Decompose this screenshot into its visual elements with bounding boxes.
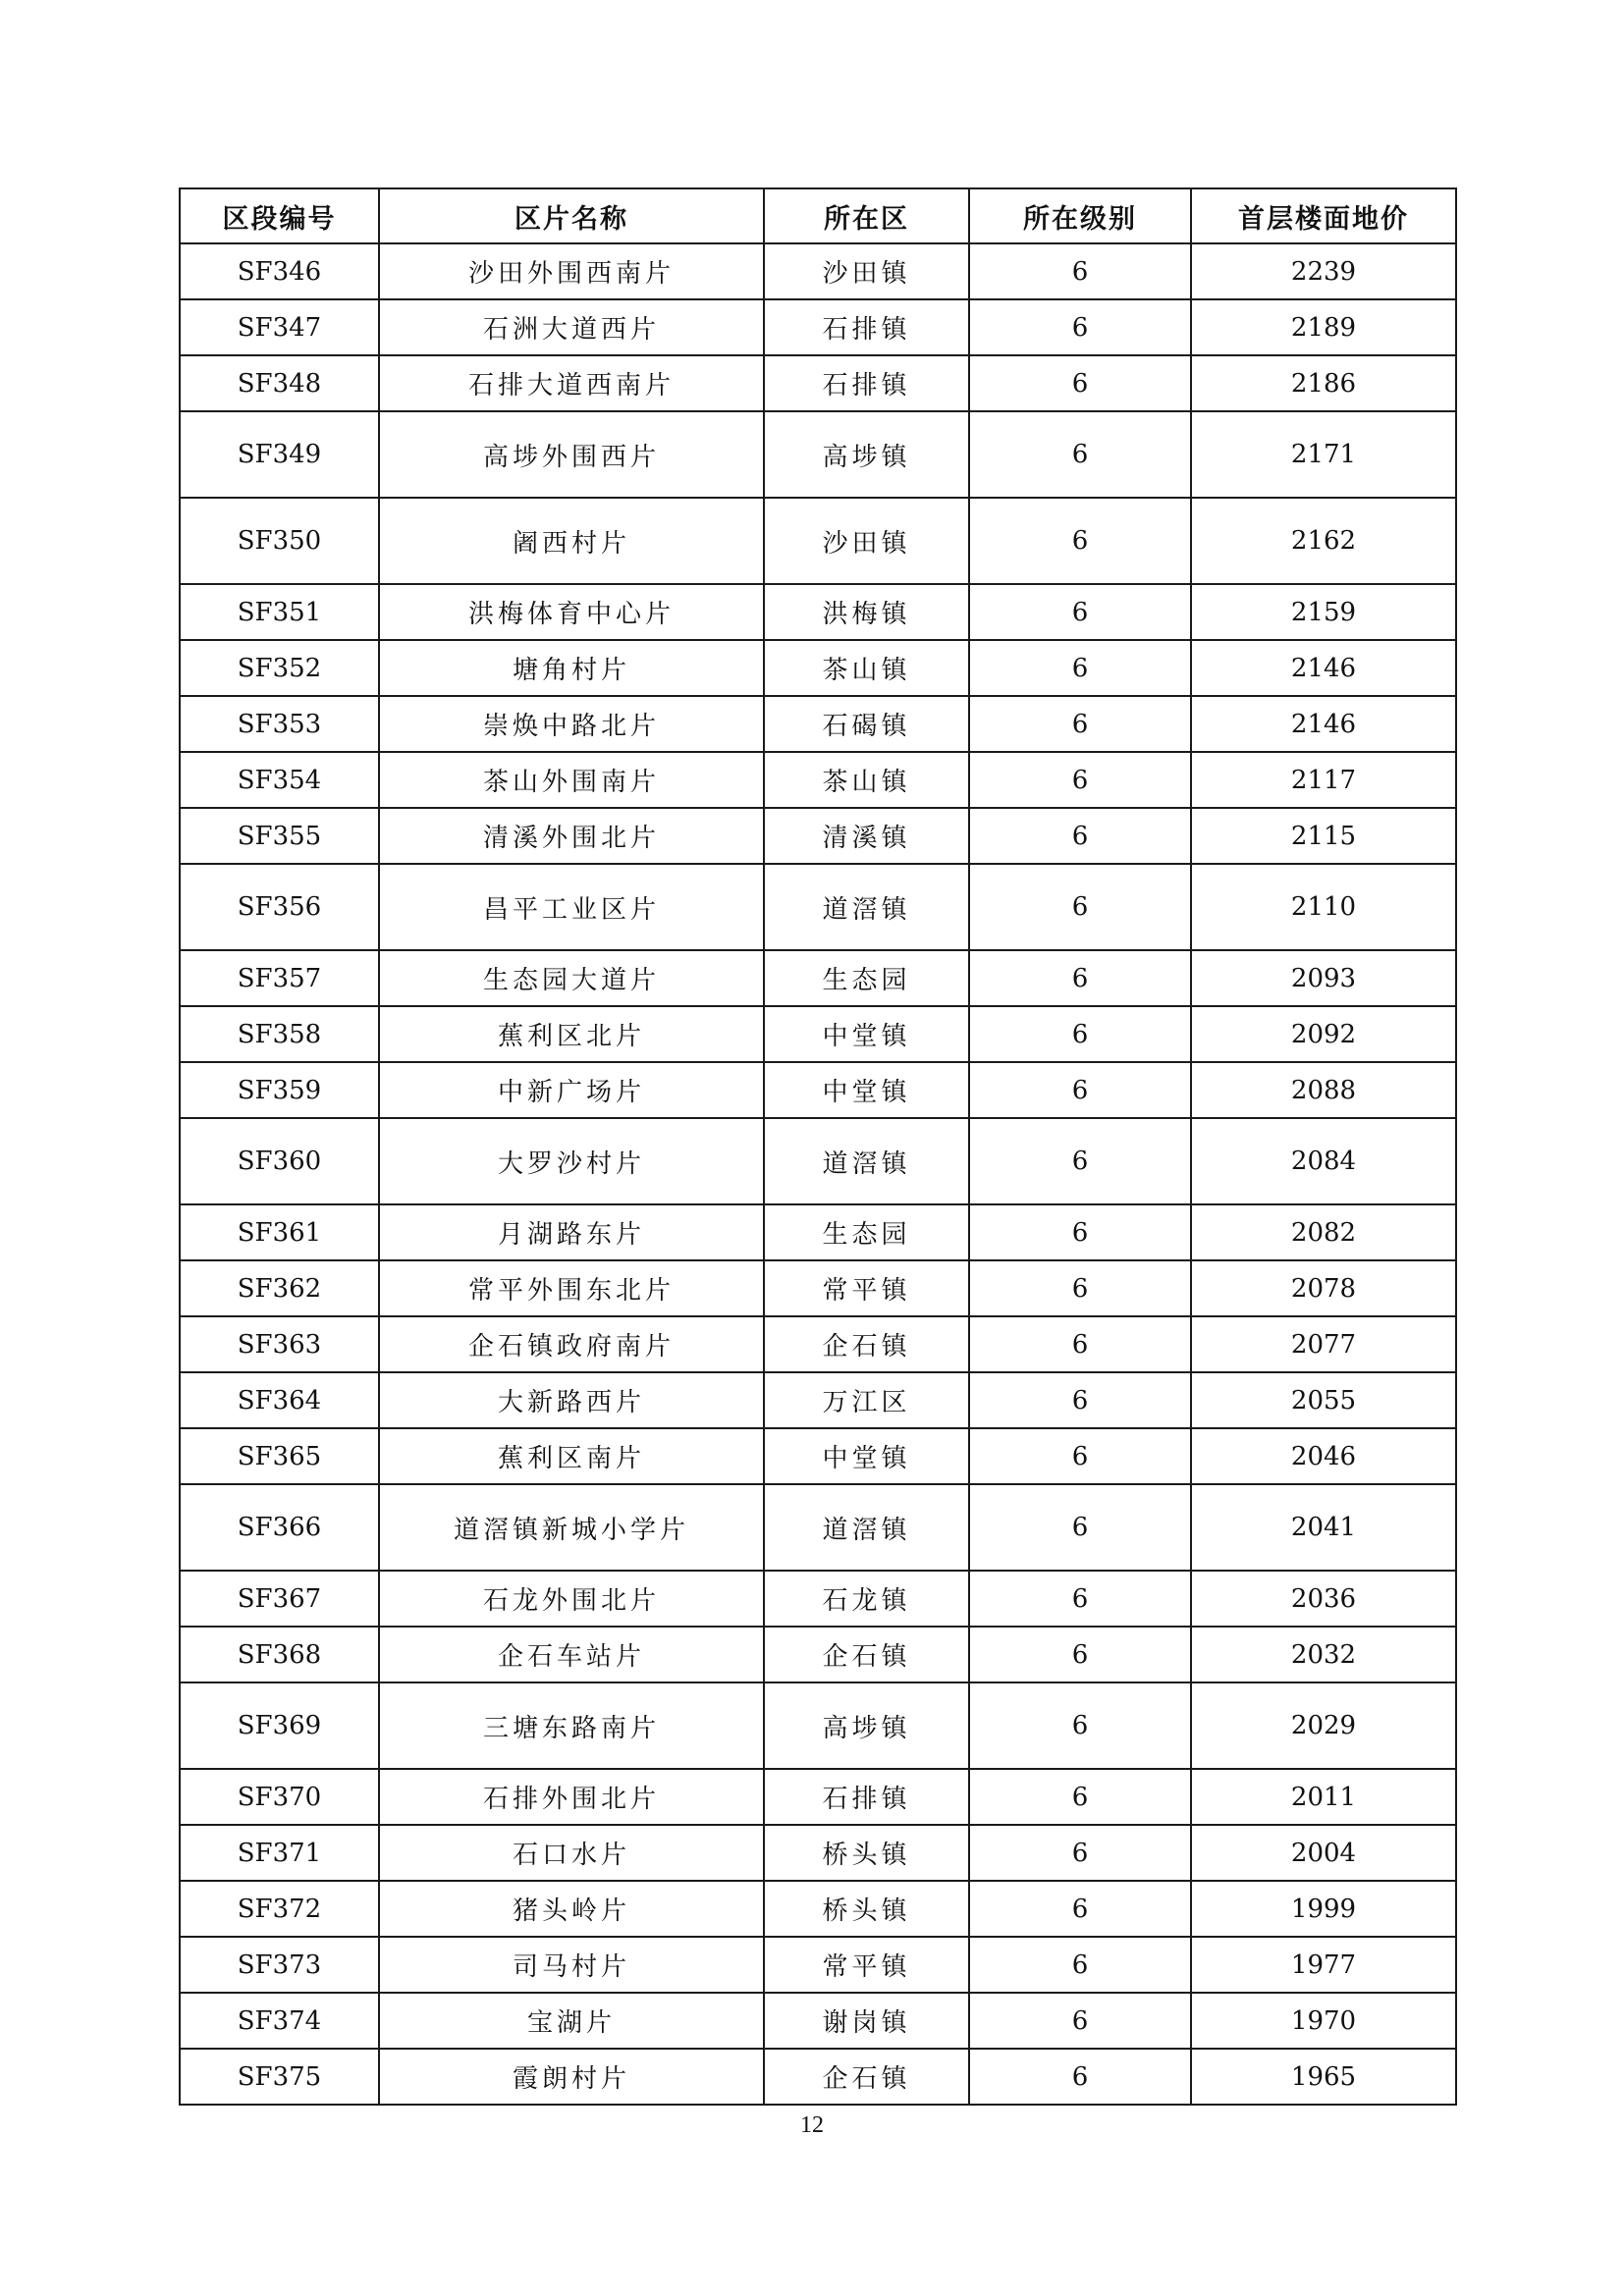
cell-level: 6 <box>969 1118 1191 1204</box>
table-row <box>180 1825 1456 1881</box>
cell-level: 6 <box>969 696 1191 752</box>
table-row <box>180 243 1456 299</box>
cell-district: 万江区 <box>764 1372 969 1428</box>
cell-price: 2032 <box>1191 1627 1456 1682</box>
cell-name: 月湖路东片 <box>379 1204 764 1260</box>
cell-name: 高埗外围西片 <box>379 411 764 498</box>
cell-level: 6 <box>969 1825 1191 1881</box>
cell-district: 茶山镇 <box>764 640 969 696</box>
table-row <box>180 1571 1456 1627</box>
cell-code: SF374 <box>180 1993 379 2049</box>
cell-level: 6 <box>969 1428 1191 1484</box>
table-row <box>180 752 1456 808</box>
cell-code: SF370 <box>180 1769 379 1825</box>
cell-price: 2041 <box>1191 1484 1456 1571</box>
cell-price: 2078 <box>1191 1260 1456 1316</box>
cell-code: SF362 <box>180 1260 379 1316</box>
cell-level: 6 <box>969 1062 1191 1118</box>
cell-code: SF360 <box>180 1118 379 1204</box>
table-row <box>180 1627 1456 1682</box>
table-row <box>180 1682 1456 1769</box>
table-row <box>180 1062 1456 1118</box>
cell-price: 1965 <box>1191 2049 1456 2105</box>
cell-name: 石排外围北片 <box>379 1769 764 1825</box>
cell-name: 霞朗村片 <box>379 2049 764 2105</box>
cell-code: SF359 <box>180 1062 379 1118</box>
table-row <box>180 1372 1456 1428</box>
cell-name: 三塘东路南片 <box>379 1682 764 1769</box>
cell-code: SF358 <box>180 1006 379 1062</box>
cell-district: 企石镇 <box>764 1627 969 1682</box>
table-row <box>180 1204 1456 1260</box>
land-price-table <box>179 187 1457 2106</box>
cell-code: SF349 <box>180 411 379 498</box>
cell-price: 2084 <box>1191 1118 1456 1204</box>
cell-code: SF371 <box>180 1825 379 1881</box>
table-row <box>180 1937 1456 1993</box>
cell-level: 6 <box>969 299 1191 355</box>
cell-code: SF364 <box>180 1372 379 1428</box>
cell-name: 石龙外围北片 <box>379 1571 764 1627</box>
cell-level: 6 <box>969 1316 1191 1372</box>
cell-level: 6 <box>969 243 1191 299</box>
cell-code: SF351 <box>180 584 379 640</box>
cell-name: 大新路西片 <box>379 1372 764 1428</box>
table-row <box>180 640 1456 696</box>
cell-price: 2162 <box>1191 498 1456 584</box>
table-row <box>180 1428 1456 1484</box>
table-header <box>180 188 1456 243</box>
cell-code: SF357 <box>180 950 379 1006</box>
cell-price: 2055 <box>1191 1372 1456 1428</box>
cell-price: 2077 <box>1191 1316 1456 1372</box>
cell-level: 6 <box>969 2049 1191 2105</box>
header-code: 区段编号 <box>180 188 379 243</box>
table-row <box>180 1006 1456 1062</box>
cell-code: SF346 <box>180 243 379 299</box>
cell-price: 2088 <box>1191 1062 1456 1118</box>
cell-name: 茶山外围南片 <box>379 752 764 808</box>
cell-name: 石口水片 <box>379 1825 764 1881</box>
cell-district: 道滘镇 <box>764 1118 969 1204</box>
cell-level: 6 <box>969 1372 1191 1428</box>
table-row <box>180 584 1456 640</box>
cell-district: 企石镇 <box>764 1316 969 1372</box>
cell-name: 清溪外围北片 <box>379 808 764 864</box>
table-row <box>180 355 1456 411</box>
cell-name: 中新广场片 <box>379 1062 764 1118</box>
cell-code: SF365 <box>180 1428 379 1484</box>
cell-name: 昌平工业区片 <box>379 864 764 950</box>
cell-level: 6 <box>969 808 1191 864</box>
cell-name: 沙田外围西南片 <box>379 243 764 299</box>
cell-district: 道滘镇 <box>764 864 969 950</box>
cell-code: SF354 <box>180 752 379 808</box>
cell-district: 高埗镇 <box>764 411 969 498</box>
cell-district: 生态园 <box>764 1204 969 1260</box>
cell-code: SF367 <box>180 1571 379 1627</box>
cell-level: 6 <box>969 1484 1191 1571</box>
page-number: 12 <box>800 2112 824 2138</box>
cell-code: SF373 <box>180 1937 379 1993</box>
cell-code: SF355 <box>180 808 379 864</box>
header-name: 区片名称 <box>379 188 764 243</box>
cell-level: 6 <box>969 1627 1191 1682</box>
cell-code: SF352 <box>180 640 379 696</box>
cell-level: 6 <box>969 355 1191 411</box>
cell-name: 洪梅体育中心片 <box>379 584 764 640</box>
cell-district: 石排镇 <box>764 355 969 411</box>
cell-price: 2171 <box>1191 411 1456 498</box>
table-row <box>180 411 1456 498</box>
cell-price: 2082 <box>1191 1204 1456 1260</box>
cell-name: 大罗沙村片 <box>379 1118 764 1204</box>
cell-price: 2004 <box>1191 1825 1456 1881</box>
cell-name: 蕉利区南片 <box>379 1428 764 1484</box>
cell-level: 6 <box>969 864 1191 950</box>
cell-code: SF350 <box>180 498 379 584</box>
cell-district: 中堂镇 <box>764 1062 969 1118</box>
cell-district: 石碣镇 <box>764 696 969 752</box>
cell-name: 阇西村片 <box>379 498 764 584</box>
header-price: 首层楼面地价 <box>1191 188 1456 243</box>
cell-level: 6 <box>969 584 1191 640</box>
table-row <box>180 696 1456 752</box>
cell-district: 茶山镇 <box>764 752 969 808</box>
cell-code: SF372 <box>180 1881 379 1937</box>
cell-name: 生态园大道片 <box>379 950 764 1006</box>
table-row <box>180 1881 1456 1937</box>
table-row <box>180 299 1456 355</box>
cell-code: SF353 <box>180 696 379 752</box>
cell-price: 2146 <box>1191 640 1456 696</box>
cell-code: SF361 <box>180 1204 379 1260</box>
cell-code: SF366 <box>180 1484 379 1571</box>
header-row <box>180 188 1456 243</box>
table-row <box>180 1484 1456 1571</box>
cell-level: 6 <box>969 1260 1191 1316</box>
header-district: 所在区 <box>764 188 969 243</box>
cell-level: 6 <box>969 1204 1191 1260</box>
cell-code: SF363 <box>180 1316 379 1372</box>
cell-name: 猪头岭片 <box>379 1881 764 1937</box>
cell-name: 石排大道西南片 <box>379 355 764 411</box>
cell-district: 中堂镇 <box>764 1006 969 1062</box>
cell-code: SF348 <box>180 355 379 411</box>
cell-code: SF368 <box>180 1627 379 1682</box>
cell-district: 石排镇 <box>764 299 969 355</box>
table-body <box>180 243 1456 2105</box>
cell-price: 1977 <box>1191 1937 1456 1993</box>
cell-price: 1999 <box>1191 1881 1456 1937</box>
cell-name: 蕉利区北片 <box>379 1006 764 1062</box>
cell-name: 宝湖片 <box>379 1993 764 2049</box>
cell-district: 谢岗镇 <box>764 1993 969 2049</box>
cell-price: 2186 <box>1191 355 1456 411</box>
table-row <box>180 864 1456 950</box>
cell-level: 6 <box>969 411 1191 498</box>
table-row <box>180 950 1456 1006</box>
table-row <box>180 808 1456 864</box>
cell-price: 2239 <box>1191 243 1456 299</box>
table-row <box>180 1260 1456 1316</box>
cell-district: 桥头镇 <box>764 1825 969 1881</box>
cell-code: SF347 <box>180 299 379 355</box>
cell-name: 常平外围东北片 <box>379 1260 764 1316</box>
cell-level: 6 <box>969 1937 1191 1993</box>
cell-district: 桥头镇 <box>764 1881 969 1937</box>
table-row <box>180 498 1456 584</box>
cell-price: 2117 <box>1191 752 1456 808</box>
cell-district: 沙田镇 <box>764 498 969 584</box>
cell-name: 石洲大道西片 <box>379 299 764 355</box>
cell-level: 6 <box>969 950 1191 1006</box>
cell-price: 2115 <box>1191 808 1456 864</box>
cell-price: 2159 <box>1191 584 1456 640</box>
cell-district: 沙田镇 <box>764 243 969 299</box>
cell-price: 2029 <box>1191 1682 1456 1769</box>
table-row <box>180 1993 1456 2049</box>
cell-level: 6 <box>969 752 1191 808</box>
table-row <box>180 1118 1456 1204</box>
cell-price: 2036 <box>1191 1571 1456 1627</box>
cell-code: SF375 <box>180 2049 379 2105</box>
cell-district: 石排镇 <box>764 1769 969 1825</box>
cell-district: 中堂镇 <box>764 1428 969 1484</box>
cell-level: 6 <box>969 1881 1191 1937</box>
cell-price: 2146 <box>1191 696 1456 752</box>
cell-price: 2092 <box>1191 1006 1456 1062</box>
cell-district: 石龙镇 <box>764 1571 969 1627</box>
cell-name: 崇焕中路北片 <box>379 696 764 752</box>
cell-level: 6 <box>969 498 1191 584</box>
cell-district: 道滘镇 <box>764 1484 969 1571</box>
cell-district: 清溪镇 <box>764 808 969 864</box>
cell-district: 洪梅镇 <box>764 584 969 640</box>
cell-name: 企石车站片 <box>379 1627 764 1682</box>
table-row <box>180 1316 1456 1372</box>
cell-district: 生态园 <box>764 950 969 1006</box>
cell-price: 2093 <box>1191 950 1456 1006</box>
cell-name: 司马村片 <box>379 1937 764 1993</box>
cell-level: 6 <box>969 1682 1191 1769</box>
cell-district: 高埗镇 <box>764 1682 969 1769</box>
cell-price: 2110 <box>1191 864 1456 950</box>
cell-code: SF369 <box>180 1682 379 1769</box>
cell-price: 2011 <box>1191 1769 1456 1825</box>
table-row <box>180 2049 1456 2105</box>
cell-name: 塘角村片 <box>379 640 764 696</box>
cell-price: 1970 <box>1191 1993 1456 2049</box>
cell-name: 企石镇政府南片 <box>379 1316 764 1372</box>
cell-level: 6 <box>969 1006 1191 1062</box>
cell-name: 道滘镇新城小学片 <box>379 1484 764 1571</box>
table-row <box>180 1769 1456 1825</box>
header-level: 所在级别 <box>969 188 1191 243</box>
cell-price: 2189 <box>1191 299 1456 355</box>
cell-level: 6 <box>969 1769 1191 1825</box>
cell-district: 常平镇 <box>764 1260 969 1316</box>
cell-code: SF356 <box>180 864 379 950</box>
cell-level: 6 <box>969 1571 1191 1627</box>
cell-district: 常平镇 <box>764 1937 969 1993</box>
cell-level: 6 <box>969 1993 1191 2049</box>
cell-district: 企石镇 <box>764 2049 969 2105</box>
cell-price: 2046 <box>1191 1428 1456 1484</box>
cell-level: 6 <box>969 640 1191 696</box>
